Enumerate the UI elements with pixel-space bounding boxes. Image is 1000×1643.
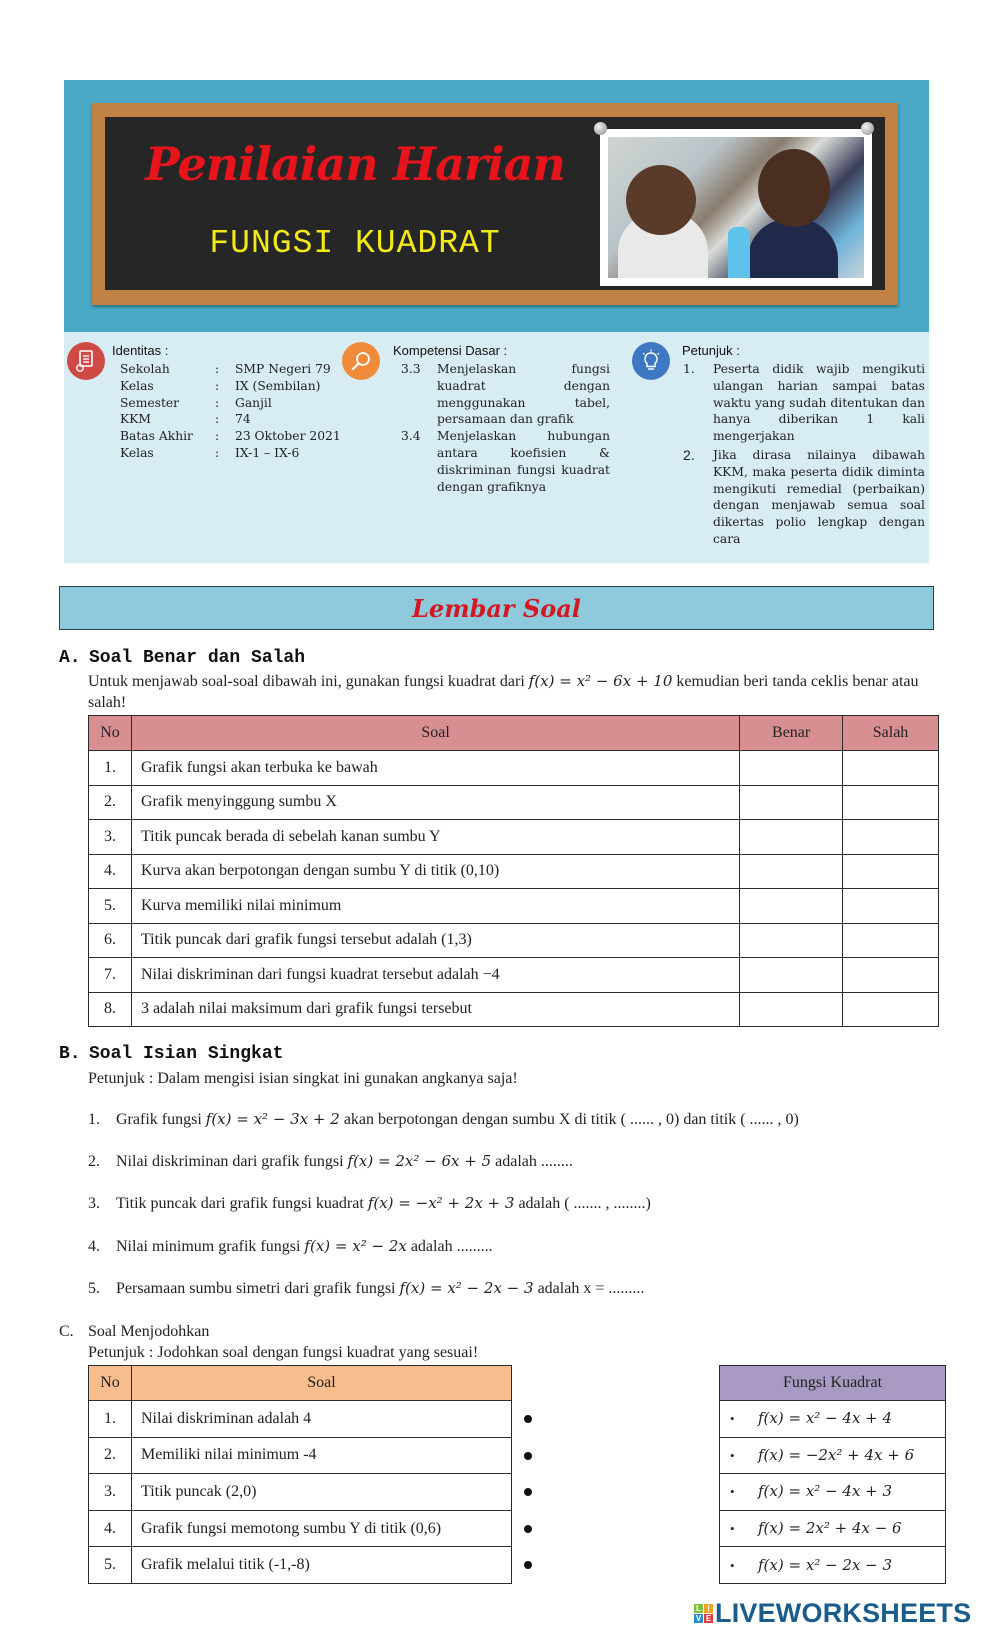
- petunjuk-item: 1. Peserta didik wajib mengikuti ulangan harian sampai batas waktu yang sudah ditentukan dan hanya diberikan 1 kali mengerjakan: [683, 362, 925, 444]
- benar-checkbox[interactable]: [740, 992, 843, 1027]
- table-row: 5. Kurva memiliki nilai minimum: [89, 889, 939, 924]
- lightbulb-icon: [632, 342, 670, 380]
- benar-checkbox[interactable]: [740, 820, 843, 855]
- table-header-row: [720, 1366, 946, 1401]
- salah-checkbox[interactable]: [843, 923, 939, 958]
- photo-image: [608, 137, 864, 278]
- page-subtitle: FUNGSI KUADRAT: [209, 225, 501, 262]
- identitas-row: Semester : Ganjil: [120, 395, 272, 410]
- benar-checkbox[interactable]: [740, 751, 843, 786]
- identitas-row: Kelas : IX-1 – IX-6: [120, 445, 300, 460]
- salah-checkbox[interactable]: [843, 889, 939, 924]
- page-title: Penilaian Harian: [145, 137, 565, 191]
- section-b-petunjuk: Petunjuk : Dalam mengisi isian singkat ini gunakan angkanya saja!: [88, 1070, 518, 1087]
- logo-text: LIVEWORKSHEETS: [715, 1598, 972, 1628]
- col-no: No: [89, 716, 132, 751]
- function-option[interactable]: • f(x) = x² − 4x + 4: [720, 1401, 946, 1438]
- section-c-petunjuk: Petunjuk : Jodohkan soal dengan fungsi kuadrat yang sesuai!: [88, 1344, 479, 1361]
- col-no: No: [89, 1366, 132, 1401]
- benar-checkbox[interactable]: [740, 923, 843, 958]
- petunjuk-heading: Petunjuk :: [682, 343, 740, 358]
- identitas-row: Kelas : IX (Sembilan): [120, 378, 321, 393]
- magnifier-icon: [342, 342, 380, 380]
- lembar-soal-banner: [59, 586, 934, 630]
- salah-checkbox[interactable]: [843, 992, 939, 1027]
- functions-table: [719, 1365, 946, 1584]
- salah-checkbox[interactable]: [843, 820, 939, 855]
- match-handle[interactable]: [524, 1488, 532, 1496]
- identitas-row: Batas Akhir : 23 Oktober 2021: [120, 429, 341, 444]
- liveworksheets-logo: [694, 1598, 971, 1629]
- salah-checkbox[interactable]: [843, 751, 939, 786]
- logo-icon: L I V E: [695, 1604, 712, 1623]
- table-row: [720, 1474, 946, 1511]
- fill-item: 2. Nilai diskriminan dari grafik fungsi f(x) = 2x² − 6x + 5 adalah ........: [88, 1152, 573, 1170]
- function-option[interactable]: • f(x) = 2x² + 4x − 6: [720, 1510, 946, 1547]
- table-row: 3. Titik puncak berada di sebelah kanan sumbu Y: [89, 820, 939, 855]
- identitas-row: Sekolah : SMP Negeri 79: [120, 362, 331, 376]
- banner-label: Lembar Soal: [412, 593, 581, 623]
- table-row: [720, 1547, 946, 1584]
- section-c-heading: C. Soal Menjodohkan: [59, 1323, 210, 1340]
- table-row: 1. Nilai diskriminan adalah 4: [89, 1401, 512, 1438]
- table-row: [720, 1510, 946, 1547]
- table-row: 4. Grafik fungsi memotong sumbu Y di titik (0,6): [89, 1510, 512, 1547]
- section-a-intro: Untuk menjawab soal-soal dibawah ini, gunakan fungsi kuadrat dari f(x) = x² − 6x + 10 kemudian beri tanda ceklis benar atau salah!: [88, 672, 919, 711]
- table-row: [720, 1401, 946, 1438]
- petunjuk-item: 2. Jika dirasa nilainya dibawah KKM, maka peserta didik diminta mengikuti remedial (perbaikan) dengan menjawab semua soal dikertas polio lengkap dengan cara: [683, 446, 925, 546]
- benar-checkbox[interactable]: [740, 958, 843, 993]
- kompetensi-heading: Kompetensi Dasar :: [393, 343, 508, 358]
- function-option[interactable]: • f(x) = x² − 2x − 3: [720, 1547, 946, 1584]
- table-row: 7. Nilai diskriminan dari fungsi kuadrat tersebut adalah −4: [89, 958, 939, 993]
- table-row: 5. Grafik melalui titik (-1,-8): [89, 1547, 512, 1584]
- fill-item: 3. Titik puncak dari grafik fungsi kuadrat f(x) = −x² + 2x + 3 adalah ( ....... , ........): [88, 1194, 651, 1212]
- kompetensi-item: 3.3 Menjelaskan fungsi kuadrat dengan menggunakan tabel, persamaan dan grafik: [401, 362, 610, 427]
- table-header-row: [89, 716, 939, 751]
- identitas-table: [120, 361, 341, 462]
- match-handle[interactable]: [524, 1415, 532, 1423]
- fill-item: 5. Persamaan sumbu simetri dari grafik fungsi f(x) = x² − 2x − 3 adalah x = .........: [88, 1279, 645, 1297]
- function-option[interactable]: • f(x) = −2x² + 4x + 6: [720, 1437, 946, 1474]
- kompetensi-list: [393, 361, 610, 495]
- pin-icon: [861, 122, 874, 135]
- function-option[interactable]: • f(x) = x² − 4x + 3: [720, 1474, 946, 1511]
- matching-questions-table: [88, 1365, 512, 1584]
- table-row: [720, 1437, 946, 1474]
- true-false-table: [88, 715, 939, 1027]
- col-benar: Benar: [740, 716, 843, 751]
- match-handle[interactable]: [524, 1525, 532, 1533]
- table-row: 4. Kurva akan berpotongan dengan sumbu Y di titik (0,10): [89, 854, 939, 889]
- identitas-heading: Identitas :: [112, 343, 169, 358]
- col-soal: Soal: [132, 1366, 512, 1401]
- fill-item: 4. Nilai minimum grafik fungsi f(x) = x² − 2x adalah .........: [88, 1237, 493, 1255]
- salah-checkbox[interactable]: [843, 785, 939, 820]
- table-row: 2. Memiliki nilai minimum -4: [89, 1437, 512, 1474]
- salah-checkbox[interactable]: [843, 958, 939, 993]
- table-row: 6. Titik puncak dari grafik fungsi tersebut adalah (1,3): [89, 923, 939, 958]
- section-b-heading: B. Soal Isian Singkat: [59, 1044, 284, 1064]
- table-header-row: [89, 1366, 512, 1401]
- col-salah: Salah: [843, 716, 939, 751]
- petunjuk-list: [683, 361, 925, 548]
- table-row: 8. 3 adalah nilai maksimum dari grafik fungsi tersebut: [89, 992, 939, 1027]
- pin-icon: [594, 122, 607, 135]
- section-a-heading: A. Soal Benar dan Salah: [59, 648, 306, 668]
- benar-checkbox[interactable]: [740, 889, 843, 924]
- table-row: 2. Grafik menyinggung sumbu X: [89, 785, 939, 820]
- document-icon: [67, 342, 105, 380]
- match-handle[interactable]: [524, 1561, 532, 1569]
- header-photo: [600, 129, 872, 286]
- table-row: 1. Grafik fungsi akan terbuka ke bawah: [89, 751, 939, 786]
- fill-item: 1. Grafik fungsi f(x) = x² − 3x + 2 akan berpotongan dengan sumbu X di titik ( ...... , 0) dan titik ( ...... , 0): [88, 1110, 799, 1128]
- benar-checkbox[interactable]: [740, 785, 843, 820]
- col-fungsi: Fungsi Kuadrat: [720, 1366, 946, 1401]
- kompetensi-item: 3.4 Menjelaskan hubungan antara koefisien & diskriminan fungsi kuadrat dengan grafiknya: [401, 429, 610, 494]
- match-handle[interactable]: [524, 1452, 532, 1460]
- table-row: 3. Titik puncak (2,0): [89, 1474, 512, 1511]
- identitas-row: KKM : 74: [120, 412, 251, 427]
- salah-checkbox[interactable]: [843, 854, 939, 889]
- col-soal: Soal: [131, 716, 739, 751]
- benar-checkbox[interactable]: [740, 854, 843, 889]
